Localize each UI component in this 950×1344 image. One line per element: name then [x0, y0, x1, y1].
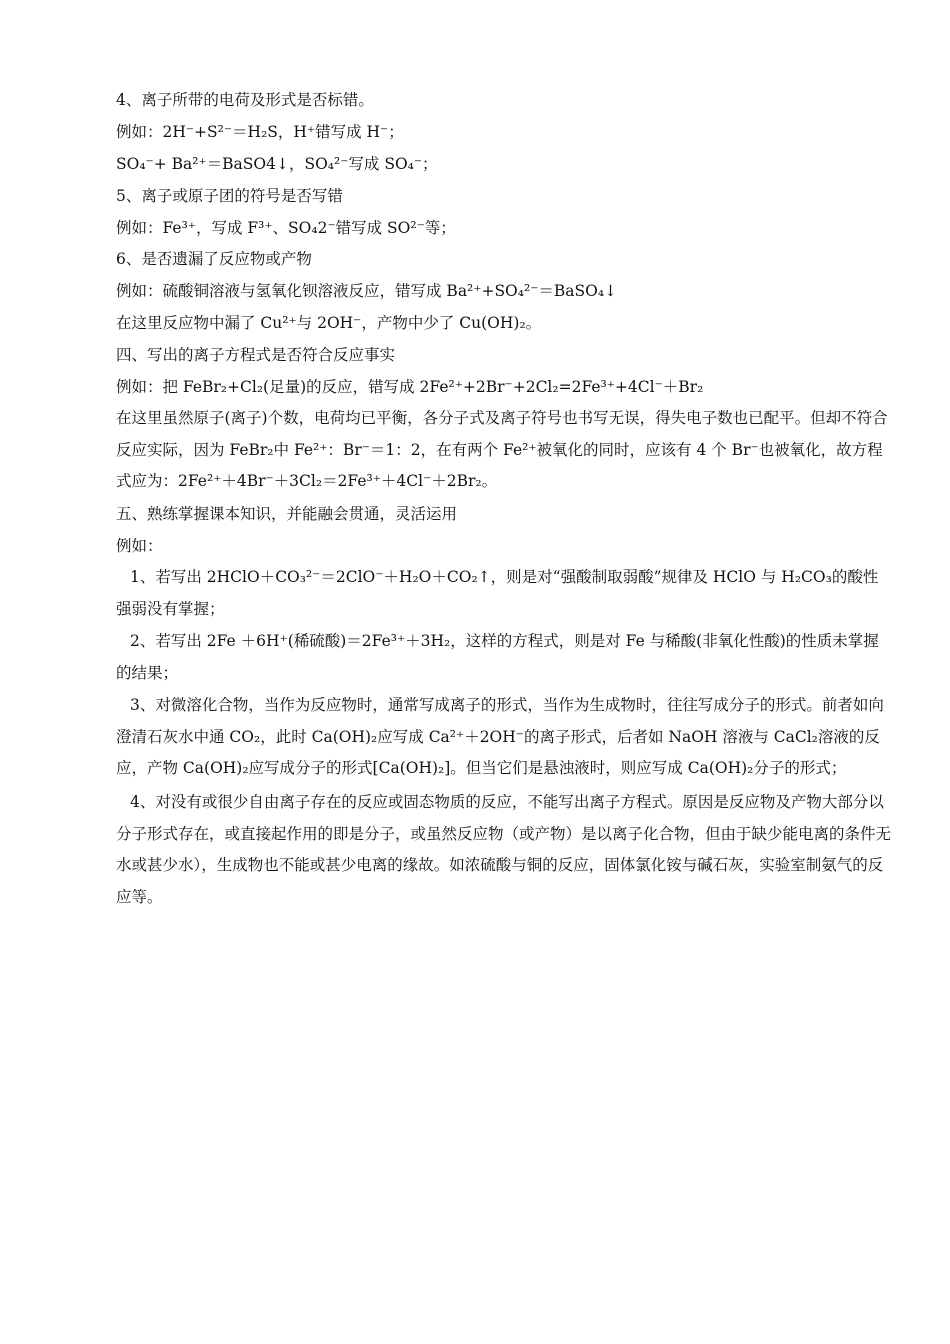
text-line: 例如：硫酸铜溶液与氢氧化钡溶液反应，错写成 Ba²⁺+SO₄²⁻＝BaSO₄↓ — [116, 282, 618, 300]
text-line: 例如：把 FeBr₂+Cl₂(足量)的反应，错写成 2Fe²⁺+2Br⁻+2Cl₂=2Fe³⁺+4Cl⁻＋Br₂ — [116, 378, 704, 396]
list-item: 4、对没有或很少自由离子存在的反应或固态物质的反应，不能写出离子方程式。原因是反应物及产物大部分以分子形式存在，或直接起作用的即是分子，或虽然反应物（或产物）是以离子化合物，但由于缺少能电离的条件无水或甚少水），生成物也不能或甚少电离的缘故。如浓硫酸与铜的反应，固体氯化铵与碱石灰，实验室制氨气的反应等。 — [116, 793, 892, 906]
paragraph-feb r2-explanation: 在这里虽然原子(离子)个数，电荷均已平衡，各分子式及离子符号也书写无误，得失电子数也已配平。但却不符合反应实际，因为 FeBr₂中 Fe²⁺：Br⁻＝1：2，在有两个 Fe²⁺被氧化的同时，应该有 4 个 Br⁻也被氧化，故方程式应为：2Fe²⁺＋4Br⁻＋3Cl₂＝2Fe³⁺＋4Cl⁻＋2Br₂。 — [116, 409, 888, 490]
text-line: 4、离子所带的电荷及形式是否标错。 — [116, 91, 374, 109]
text-line: 6、是否遗漏了反应物或产物 — [116, 250, 312, 268]
text-line: 例如：2H⁻+S²⁻＝H₂S，H⁺错写成 H⁻； — [116, 123, 404, 141]
text-line: 例如：Fe³⁺，写成 F³⁺、SO₄2⁻错写成 SO²⁻等； — [116, 219, 456, 237]
section-heading: 五、熟练掌握课本知识，并能融会贯通，灵活运用 — [116, 505, 458, 523]
section-heading: 四、写出的离子方程式是否符合反应事实 — [116, 346, 396, 364]
text-line: 5、离子或原子团的符号是否写错 — [116, 187, 343, 205]
list-item: 1、若写出 2HClO＋CO₃²⁻＝2ClO⁻＋H₂O＋CO₂↑，则是对“强酸制取弱酸”规律及 HClO 与 H₂CO₃的酸性强弱没有掌握； — [116, 568, 879, 618]
text-line: 在这里反应物中漏了 Cu²⁺与 2OH⁻，产物中少了 Cu(OH)₂。 — [116, 314, 542, 332]
example-label: 例如： — [116, 537, 163, 555]
list-item: 2、若写出 2Fe ＋6H⁺(稀硫酸)＝2Fe³⁺＋3H₂，这样的方程式，则是对 Fe 与稀酸(非氧化性酸)的性质未掌握的结果； — [116, 632, 879, 682]
list-item: 3、对微溶化合物，当作为反应物时，通常写成离子的形式，当作为生成物时，往往写成分子的形式。前者如向澄清石灰水中通 CO₂，此时 Ca(OH)₂应写成 Ca²⁺＋2OH⁻的离子形式，后者如 NaOH 溶液与 CaCl₂溶液的反应，产物 Ca(OH)₂应写成分子的形式[Ca(OH)₂]。但当它们是悬浊液时，则应写成 Ca(OH)₂分子的形式； — [116, 696, 884, 777]
text-line: SO₄⁻+ Ba²⁺＝BaSO4↓，SO₄²⁻写成 SO₄⁻； — [116, 155, 438, 173]
